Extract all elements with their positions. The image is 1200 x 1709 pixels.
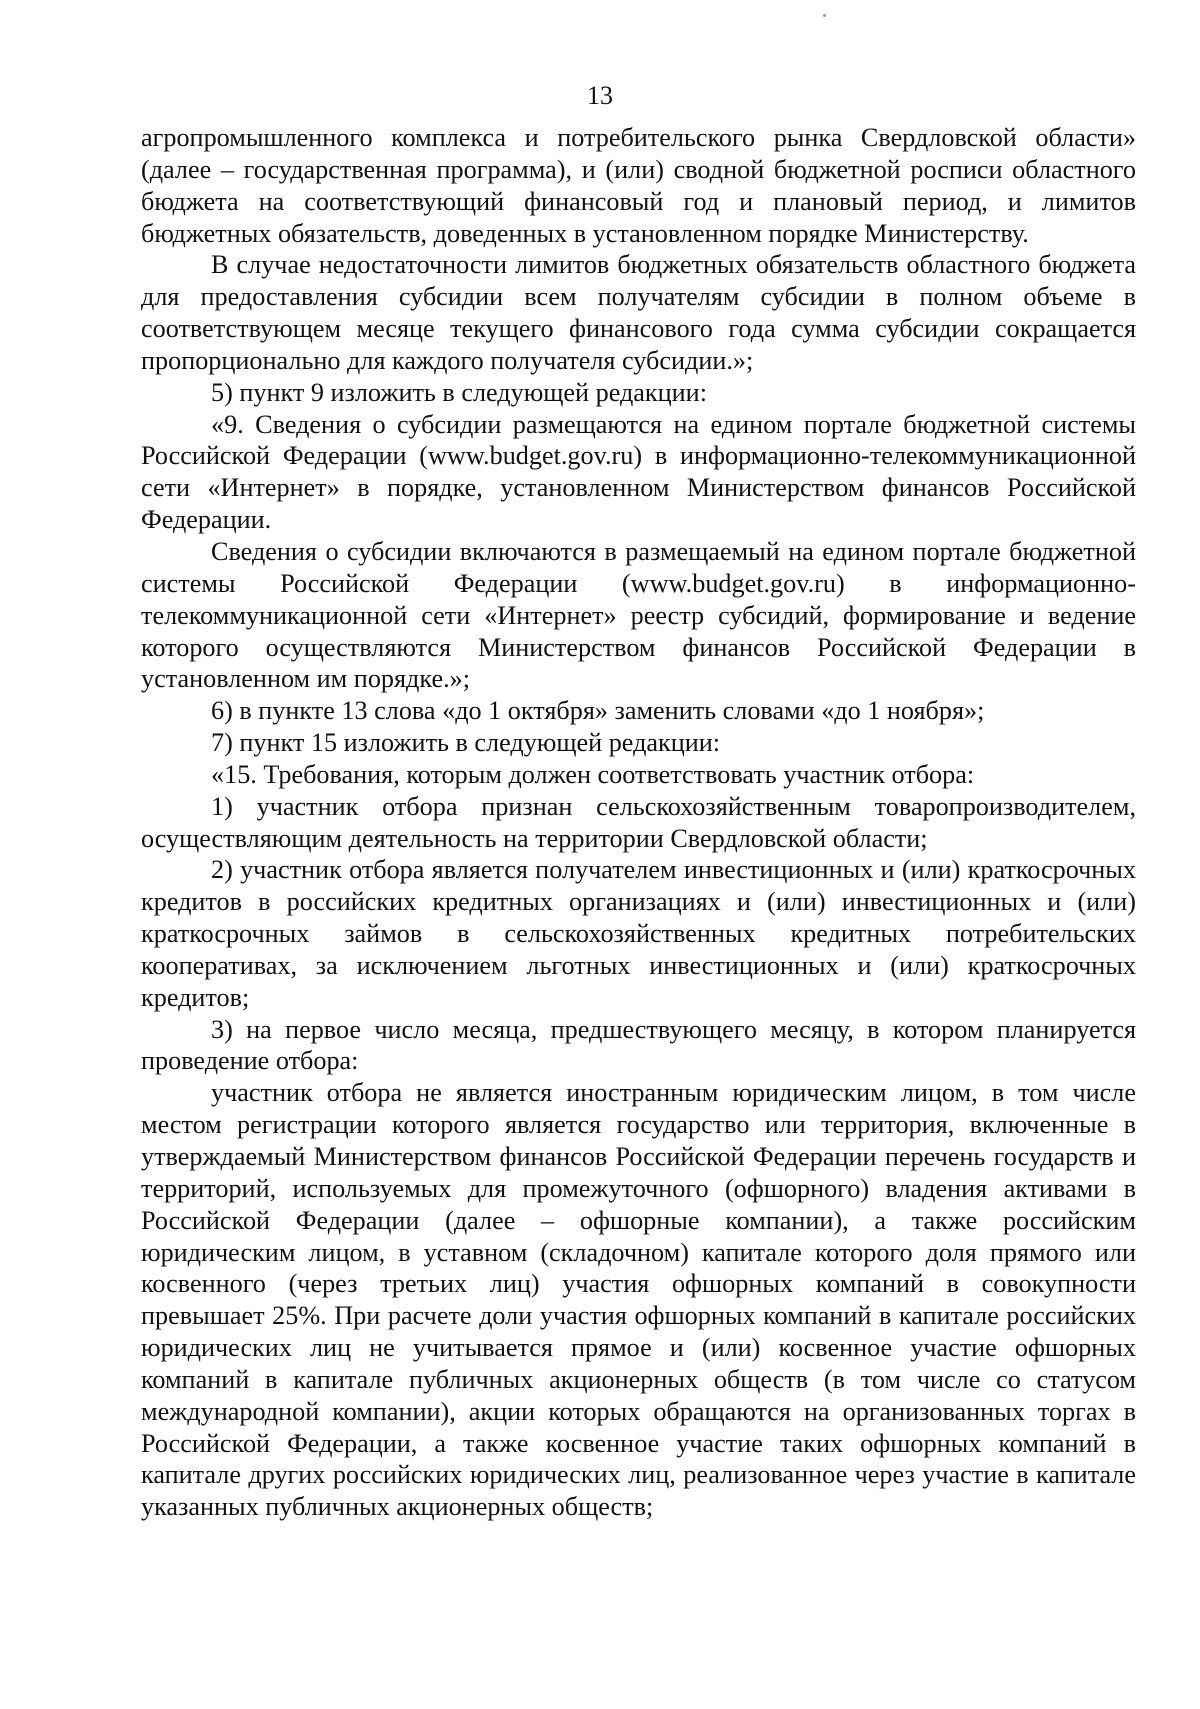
- document-body: [141, 122, 1136, 1523]
- scan-speck: [823, 14, 826, 17]
- paragraph-4: «9. Сведения о субсидии размещаются на едином портале бюджетной системы Российской Федерации (www.budget.gov.ru) в информационно-телекоммуникационной сети «Интернет» в порядке, установленном Министерством финансов Российской Федерации.: [141, 409, 1136, 535]
- paragraph-6: 6) в пункте 13 слова «до 1 октября» заменить словами «до 1 ноября»;: [211, 696, 985, 726]
- paragraph-10: 2) участник отбора является получателем инвестиционных и (или) краткосрочных кредитов в российских кредитных организациях и (или) инвестиционных и (или) краткосрочных займов в сельскохозяйственных кредитных потребительских кооперативах, за исключением льготных инвестиционных и (или) краткосрочных кредитов;: [141, 855, 1136, 1012]
- page-number: 13: [587, 81, 613, 110]
- paragraph-3: 5) пункт 9 изложить в следующей редакции:: [211, 377, 707, 407]
- paragraph-12: участник отбора не является иностранным юридическим лицом, в том числе местом регистрации которого является государство или территория, включенные в утверждаемый Министерством финансов Российской Федерации перечень государств и территорий, используемых для промежуточного (офшорного) владения активами в Российской Федерации (далее – офшорные компании), а также российским юридическим лицом, в уставном (складочном) капитале которого доля прямого или косвенного (через третьих лиц) участия офшорных компаний в совокупности превышает 25%. При расчете доли участия офшорных компаний в капитале российских юридических лиц не учитывается прямое и (или) косвенное участие офшорных компаний в капитале публичных акционерных обществ (в том числе со статусом международной компании), акции которых обращаются на организованных торгах в Российской Федерации, а также косвенное участие таких офшорных компаний в капитале других российских юридических лиц, реализованное через участие в капитале указанных публичных акционерных обществ;: [141, 1078, 1136, 1522]
- paragraph-9: 1) участник отбора признан сельскохозяйственным товаропроизводителем, осуществляющим деятельность на территории Свердловской области;: [141, 791, 1136, 853]
- paragraph-7: 7) пункт 15 изложить в следующей редакции:: [211, 728, 721, 758]
- paragraph-5: Сведения о субсидии включаются в размещаемый на едином портале бюджетной системы Российской Федерации (www.budget.gov.ru) в информационно-телекоммуникационной сети «Интернет» реестр субсидий, формирование и ведение которого осуществляются Министерством финансов Российской Федерации в установленном им порядке.»;: [141, 536, 1136, 694]
- paragraph-8: «15. Требования, которым должен соответствовать участник отбора:: [211, 759, 975, 789]
- paragraph-1: агропромышленного комплекса и потребительского рынка Свердловской области» (далее – государственная программа), и (или) сводной бюджетной росписи областного бюджета на соответствующий финансовый год и плановый период, и лимитов бюджетных обязательств, доведенных в установленном порядке Министерству.: [141, 123, 1136, 248]
- paragraph-2: В случае недостаточности лимитов бюджетных обязательств областного бюджета для предоставления субсидии всем получателям субсидии в полном объеме в соответствующем месяце текущего финансового года сумма субсидии сокращается пропорционально для каждого получателя субсидии.»;: [141, 250, 1136, 375]
- paragraph-11: 3) на первое число месяца, предшествующего месяцу, в котором планируется проведение отбора:: [141, 1014, 1136, 1076]
